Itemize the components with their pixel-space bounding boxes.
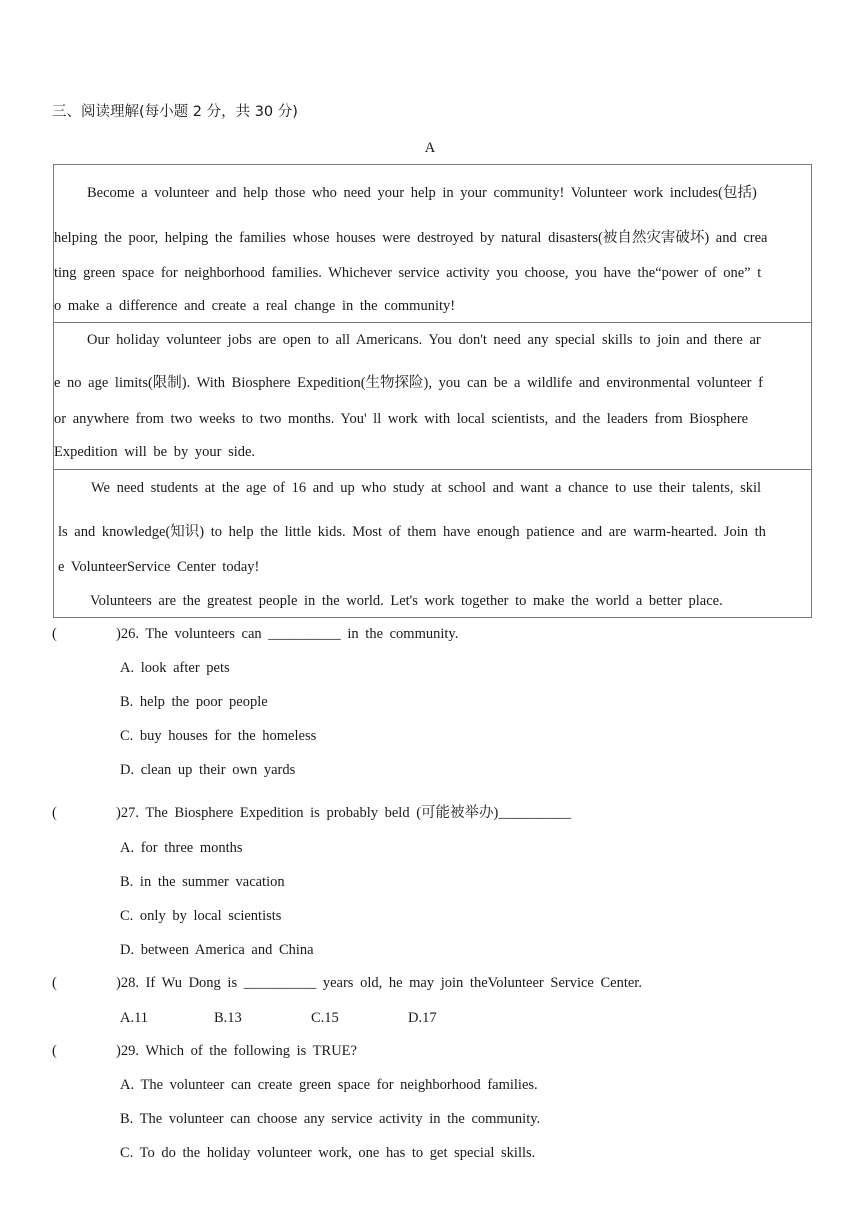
passage-line: or anywhere from two weeks to two months. You' ll work with local scientists, and the leaders from Biosphere <box>54 411 749 427</box>
option-a: A. for three months <box>120 840 243 856</box>
option-d: D.17 <box>408 1010 437 1026</box>
answer-paren: ( <box>52 975 57 991</box>
question-28 <box>52 975 642 992</box>
passage-line: We need students at the age of 16 and up who study at school and want a chance to use their talents, skil <box>91 480 762 496</box>
question-27 <box>52 801 571 822</box>
option-b: B. The volunteer can choose any service activity in the community. <box>120 1111 541 1127</box>
option-d: D. between America and China <box>120 942 314 958</box>
option-c: C. To do the holiday volunteer work, one has to get special skills. <box>120 1145 536 1161</box>
question-29 <box>52 1043 357 1060</box>
option-b: B.13 <box>214 1010 242 1026</box>
option-c: C. only by local scientists <box>120 908 282 924</box>
passage-paragraph-3 <box>54 470 811 617</box>
passage-line: o make a difference and create a real change in the community! <box>54 298 456 314</box>
passage-paragraph-1 <box>54 165 811 323</box>
option-c: C.15 <box>311 1010 339 1026</box>
answer-paren: ( <box>52 805 57 821</box>
passage-line: ting green space for neighborhood families. Whichever service activity you choose, you have the“power of one” t <box>54 265 762 281</box>
section-heading: 三、阅读理解(每小题 2 分，共 30 分) <box>52 104 298 120</box>
passage-line: Become a volunteer and help those who need your help in your community! Volunteer work includes(包括) <box>87 185 757 201</box>
passage-line: ls and knowledge(知识) to help the little kids. Most of them have enough patience and are warm-hearted. Join th <box>58 524 766 540</box>
option-d: D. clean up their own yards <box>120 762 296 778</box>
passage-line: Our holiday volunteer jobs are open to all Americans. You don't need any special skills to join and there ar <box>87 332 761 348</box>
option-a: A. look after pets <box>120 660 230 676</box>
passage-box <box>53 164 812 618</box>
passage-paragraph-2 <box>54 323 811 470</box>
question-stem: )27. The Biosphere Expedition is probably beld (可能被举办)__________ <box>116 805 571 821</box>
option-a: A.11 <box>120 1010 149 1026</box>
answer-paren: ( <box>52 1043 57 1059</box>
passage-line: Expedition will be by your side. <box>54 444 256 460</box>
passage-line: helping the poor, helping the families whose houses were destroyed by natural disasters(被自然灾害破坏) and crea <box>54 230 768 246</box>
passage-line: e VolunteerService Center today! <box>58 559 260 575</box>
question-stem: )28. If Wu Dong is __________ years old, he may join theVolunteer Service Center. <box>116 975 642 991</box>
option-b: B. in the summer vacation <box>120 874 285 890</box>
passage-line: Volunteers are the greatest people in the world. Let's work together to make the world a better place. <box>90 593 723 609</box>
question-stem: )29. Which of the following is TRUE? <box>116 1043 357 1059</box>
question-26 <box>52 626 458 643</box>
passage-line: e no age limits(限制). With Biosphere Expedition(生物探险), you can be a wildlife and environmental volunteer f <box>54 375 763 391</box>
option-c: C. buy houses for the homeless <box>120 728 317 744</box>
passage-label: A <box>424 140 436 156</box>
answer-paren: ( <box>52 626 57 642</box>
option-b: B. help the poor people <box>120 694 268 710</box>
question-stem: )26. The volunteers can __________ in the community. <box>116 626 459 642</box>
option-a: A. The volunteer can create green space for neighborhood families. <box>120 1077 538 1093</box>
